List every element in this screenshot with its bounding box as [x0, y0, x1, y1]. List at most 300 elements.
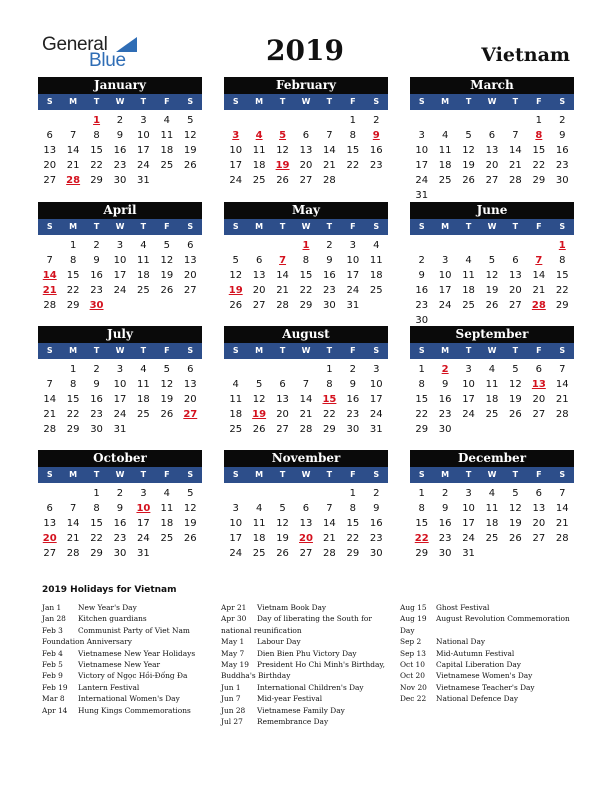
day: 27 — [183, 285, 197, 296]
day: 26 — [485, 300, 499, 311]
day: 22 — [66, 285, 80, 296]
day: 18 — [369, 270, 383, 281]
holiday-entry — [221, 636, 391, 647]
weekday-header — [224, 467, 388, 483]
day: 7 — [559, 488, 566, 499]
day: 17 — [438, 285, 452, 296]
day: 2 — [559, 115, 566, 126]
day: 17 — [229, 533, 243, 544]
day: 29 — [323, 424, 336, 435]
day: 21 — [555, 394, 569, 405]
weekday-label: S — [559, 470, 566, 479]
weekday-label: F — [164, 97, 170, 106]
day: 17 — [113, 270, 127, 281]
day: 23 — [90, 409, 103, 420]
day: 13 — [183, 255, 197, 266]
day: 4 — [140, 240, 147, 251]
day: 1 — [349, 488, 357, 499]
day: 23 — [438, 533, 452, 544]
holiday-name: International Women's Day — [78, 694, 180, 704]
day: 14 — [323, 518, 336, 529]
holiday-name: Labour Day — [257, 637, 301, 647]
weekday-label: W — [115, 346, 125, 355]
day: 14 — [299, 394, 313, 405]
weekday-label: S — [373, 222, 380, 231]
day: 21 — [509, 160, 522, 171]
day: 29 — [66, 300, 80, 311]
month-title: May — [224, 202, 388, 219]
empty-cell — [61, 113, 84, 128]
weekday-label: T — [465, 470, 472, 479]
day-grid — [224, 362, 388, 437]
month-june — [410, 202, 574, 328]
day: 23 — [415, 300, 429, 311]
weekday-label: T — [326, 470, 333, 479]
day: 28 — [299, 424, 313, 435]
day: 21 — [532, 285, 546, 296]
holiday-column — [42, 602, 212, 716]
empty-cell — [271, 238, 294, 253]
day: 10 — [346, 255, 360, 266]
weekday-label: M — [255, 346, 264, 355]
day: 9 — [418, 270, 425, 281]
holidays-title: 2019 Holidays for Vietnam — [42, 585, 177, 595]
holiday-day: 20 — [42, 533, 57, 544]
day: 26 — [509, 533, 522, 544]
day: 6 — [255, 255, 263, 266]
day: 22 — [90, 160, 103, 171]
day: 8 — [326, 379, 333, 390]
holiday-name: Vietnamese New Year Holidays — [78, 648, 196, 658]
weekday-header — [410, 219, 574, 235]
holiday-name: Mid-Autumn Festival — [436, 648, 515, 658]
day: 8 — [559, 255, 566, 266]
weekday-label: S — [373, 470, 380, 479]
holiday-entry — [42, 602, 212, 613]
holiday-date: Sep 13 — [400, 648, 426, 658]
weekday-label: T — [140, 346, 147, 355]
day: 19 — [183, 145, 197, 156]
day: 15 — [66, 270, 80, 281]
month-title: August — [224, 326, 388, 343]
day: 6 — [46, 130, 53, 141]
day: 1 — [418, 488, 425, 499]
day: 16 — [555, 145, 569, 156]
day: 25 — [438, 175, 452, 186]
day: 31 — [415, 190, 429, 201]
day: 20 — [276, 409, 289, 420]
weekday-label: F — [350, 97, 356, 106]
weekday-label: S — [559, 346, 566, 355]
day: 1 — [418, 364, 425, 375]
day: 12 — [160, 255, 174, 266]
weekday-label: T — [93, 97, 100, 106]
weekday-label: S — [559, 222, 566, 231]
weekday-label: F — [536, 470, 542, 479]
day: 9 — [373, 503, 380, 514]
holiday-day: 15 — [322, 394, 337, 405]
day: 25 — [137, 285, 150, 296]
day-grid — [410, 362, 574, 437]
day: 4 — [140, 364, 147, 375]
day: 26 — [160, 409, 174, 420]
day: 31 — [113, 424, 127, 435]
day: 21 — [323, 533, 336, 544]
day: 30 — [555, 175, 569, 186]
day: 24 — [137, 533, 150, 544]
holiday-date: Apr 30 — [221, 614, 247, 624]
day: 8 — [418, 379, 425, 390]
day: 30 — [415, 315, 429, 326]
day: 13 — [532, 503, 546, 514]
day: 26 — [509, 409, 522, 420]
empty-cell — [247, 486, 270, 501]
holiday-name: Victory of Ngọc Hồi-Đống Đa — [78, 671, 188, 681]
month-title: November — [224, 450, 388, 467]
day: 13 — [299, 145, 313, 156]
day: 18 — [137, 270, 150, 281]
holiday-name: Communist Party of Viet Nam — [78, 625, 190, 635]
day: 1 — [69, 240, 77, 251]
weekday-label: S — [46, 97, 53, 106]
holiday-date: May 19 — [221, 659, 249, 669]
month-february — [224, 77, 388, 188]
day: 4 — [488, 364, 496, 375]
day: 15 — [90, 145, 103, 156]
day: 4 — [465, 255, 472, 266]
holiday-date: Mar 8 — [42, 694, 65, 704]
day: 31 — [462, 548, 475, 559]
day: 18 — [229, 409, 243, 420]
weekday-label: M — [255, 222, 264, 231]
day: 22 — [66, 409, 80, 420]
day: 7 — [326, 503, 333, 514]
holiday-name: Kitchen guardians — [78, 614, 147, 624]
weekday-label: W — [115, 97, 125, 106]
empty-cell — [480, 238, 503, 253]
weekday-label: S — [46, 346, 53, 355]
empty-cell — [271, 362, 294, 377]
empty-cell — [61, 486, 84, 501]
weekday-label: S — [373, 97, 380, 106]
weekday-label: S — [232, 97, 239, 106]
holiday-date: Apr 14 — [42, 705, 68, 715]
holiday-date: Apr 21 — [221, 603, 247, 612]
weekday-label: S — [418, 222, 425, 231]
day: 5 — [163, 240, 171, 251]
weekday-label: T — [140, 222, 147, 231]
month-april — [38, 202, 202, 313]
day: 21 — [66, 533, 80, 544]
day: 27 — [485, 175, 499, 186]
holiday-column — [221, 602, 391, 727]
month-october — [38, 450, 202, 561]
day: 23 — [346, 409, 360, 420]
day: 5 — [465, 130, 472, 141]
day: 29 — [66, 424, 80, 435]
day: 15 — [415, 394, 429, 405]
day: 16 — [415, 285, 429, 296]
day: 8 — [93, 130, 100, 141]
weekday-label: F — [164, 470, 170, 479]
day: 29 — [532, 175, 546, 186]
weekday-header — [38, 467, 202, 483]
weekday-label: S — [418, 346, 425, 355]
weekday-header — [38, 219, 202, 235]
day: 20 — [183, 270, 197, 281]
day: 11 — [137, 255, 150, 266]
generalblue-logo — [42, 34, 142, 74]
day: 9 — [441, 503, 449, 514]
day: 16 — [438, 518, 452, 529]
day: 5 — [488, 255, 496, 266]
day: 15 — [299, 270, 313, 281]
day: 4 — [373, 240, 380, 251]
day: 10 — [229, 145, 243, 156]
day: 15 — [346, 145, 360, 156]
day: 24 — [229, 548, 243, 559]
day: 30 — [346, 424, 360, 435]
day: 31 — [137, 175, 150, 186]
day: 27 — [532, 409, 546, 420]
weekday-label: S — [232, 470, 239, 479]
day: 17 — [415, 160, 429, 171]
weekday-label: T — [279, 97, 286, 106]
holiday-entry — [42, 636, 212, 647]
holiday-entry — [221, 716, 391, 727]
day: 4 — [163, 488, 171, 499]
day: 16 — [323, 270, 336, 281]
day-grid — [38, 238, 202, 313]
day: 8 — [93, 503, 100, 514]
day: 1 — [69, 364, 77, 375]
day: 25 — [252, 175, 266, 186]
day: 31 — [137, 548, 150, 559]
day: 28 — [43, 424, 57, 435]
day: 10 — [369, 379, 383, 390]
day: 27 — [276, 424, 289, 435]
day-grid — [410, 113, 574, 203]
day: 18 — [137, 394, 150, 405]
empty-cell — [480, 113, 503, 128]
weekday-label: T — [512, 97, 519, 106]
day: 19 — [160, 394, 174, 405]
day: 19 — [183, 518, 197, 529]
holiday-day: 9 — [372, 130, 380, 141]
holiday-name: Capital Liberation Day — [436, 659, 521, 669]
weekday-label: M — [69, 222, 78, 231]
day: 2 — [373, 115, 380, 126]
holiday-day: 19 — [275, 160, 290, 171]
day: 22 — [346, 533, 360, 544]
day: 27 — [252, 300, 266, 311]
day-grid — [38, 113, 202, 188]
day: 11 — [462, 270, 475, 281]
weekday-label: S — [559, 97, 566, 106]
empty-cell — [433, 113, 456, 128]
holiday-entry — [400, 648, 570, 659]
day: 21 — [299, 409, 313, 420]
holiday-date: Dec 22 — [400, 694, 427, 704]
day-grid — [38, 362, 202, 437]
day: 27 — [299, 548, 313, 559]
day: 25 — [137, 409, 150, 420]
day: 11 — [438, 145, 452, 156]
day: 14 — [555, 379, 569, 390]
day: 22 — [555, 285, 569, 296]
holiday-date: Jun 1 — [221, 682, 241, 692]
holiday-entry — [221, 693, 391, 704]
day: 21 — [555, 518, 569, 529]
holiday-name: Vietnamese New Year — [78, 659, 161, 669]
day: 6 — [302, 503, 310, 514]
day: 9 — [559, 130, 566, 141]
day: 14 — [555, 503, 569, 514]
weekday-label: F — [536, 346, 542, 355]
holiday-date: May 1 — [221, 637, 245, 647]
holiday-day: 8 — [535, 130, 543, 141]
day: 3 — [116, 240, 124, 251]
day: 30 — [438, 424, 452, 435]
day: 11 — [252, 145, 266, 156]
day: 17 — [369, 394, 383, 405]
day: 2 — [116, 115, 124, 126]
holiday-date: Jul 27 — [221, 716, 243, 726]
holiday-date: Oct 10 — [400, 659, 425, 669]
day: 6 — [187, 240, 194, 251]
holiday-date: Feb 9 — [42, 671, 63, 681]
month-july — [38, 326, 202, 437]
weekday-label: M — [69, 346, 78, 355]
holiday-name: Foundation Anniversary — [42, 637, 132, 647]
day: 20 — [299, 160, 313, 171]
weekday-label: F — [164, 222, 170, 231]
weekday-label: M — [255, 470, 264, 479]
day: 30 — [90, 424, 103, 435]
weekday-label: T — [326, 346, 333, 355]
weekday-label: M — [441, 346, 450, 355]
weekday-header — [38, 94, 202, 110]
holiday-name: Lantern Festival — [78, 682, 140, 692]
weekday-label: W — [301, 470, 311, 479]
day: 11 — [369, 255, 383, 266]
day: 2 — [93, 364, 100, 375]
day: 3 — [116, 364, 124, 375]
day: 15 — [415, 518, 429, 529]
holiday-date: Sep 2 — [400, 637, 422, 647]
day: 7 — [69, 503, 77, 514]
weekday-label: T — [465, 97, 472, 106]
empty-cell — [38, 238, 61, 253]
day: 13 — [43, 145, 57, 156]
day: 24 — [415, 175, 429, 186]
day: 7 — [69, 130, 77, 141]
holiday-day: 19 — [228, 285, 243, 296]
day: 6 — [46, 503, 53, 514]
holiday-name: Day of liberating the South for — [257, 614, 372, 624]
day: 24 — [346, 285, 360, 296]
weekday-header — [410, 343, 574, 359]
month-title: June — [410, 202, 574, 219]
holiday-name: Day — [400, 625, 415, 635]
day: 7 — [559, 364, 566, 375]
day: 5 — [512, 488, 519, 499]
day: 3 — [140, 115, 147, 126]
day: 16 — [113, 518, 127, 529]
day: 15 — [555, 270, 569, 281]
day: 1 — [93, 488, 100, 499]
holiday-entry — [400, 602, 570, 613]
weekday-label: F — [350, 470, 356, 479]
day: 23 — [369, 160, 383, 171]
day: 21 — [43, 409, 57, 420]
day: 9 — [326, 255, 333, 266]
holiday-entry — [42, 659, 212, 670]
day: 4 — [232, 379, 239, 390]
day: 30 — [113, 548, 127, 559]
day: 30 — [438, 548, 452, 559]
day: 19 — [276, 533, 289, 544]
day: 9 — [93, 255, 100, 266]
weekday-header — [38, 343, 202, 359]
calendar-year: 2019 — [266, 34, 344, 67]
day: 26 — [183, 533, 197, 544]
holiday-name: Vietnamese Family Day — [257, 705, 345, 715]
holiday-day: 14 — [42, 270, 57, 281]
empty-cell — [271, 486, 294, 501]
day: 19 — [509, 518, 522, 529]
holiday-date: Oct 20 — [400, 671, 425, 681]
holiday-day: 1 — [302, 240, 310, 251]
day: 26 — [276, 548, 289, 559]
day: 29 — [415, 548, 429, 559]
day: 30 — [369, 548, 383, 559]
day: 10 — [438, 270, 452, 281]
holiday-date: Nov 20 — [400, 682, 427, 692]
day: 10 — [113, 379, 127, 390]
holiday-name: Ghost Festival — [436, 603, 490, 612]
day: 3 — [465, 364, 472, 375]
day: 22 — [299, 285, 313, 296]
day: 6 — [512, 255, 519, 266]
day: 27 — [509, 300, 522, 311]
weekday-label: S — [232, 222, 239, 231]
day: 3 — [418, 130, 425, 141]
holiday-name: August Revolution Commemoration — [436, 614, 570, 624]
empty-cell — [318, 113, 341, 128]
holiday-date: Aug 15 — [400, 603, 427, 612]
day: 8 — [302, 255, 310, 266]
holiday-entry — [42, 693, 212, 704]
month-title: July — [38, 326, 202, 343]
empty-cell — [224, 362, 247, 377]
day: 22 — [346, 160, 360, 171]
day: 15 — [346, 518, 360, 529]
day: 13 — [299, 518, 313, 529]
day: 24 — [113, 285, 127, 296]
holiday-day: 30 — [89, 300, 104, 311]
day: 29 — [90, 175, 103, 186]
day: 20 — [43, 160, 57, 171]
weekday-label: W — [301, 97, 311, 106]
day: 12 — [509, 503, 522, 514]
day: 9 — [93, 379, 100, 390]
weekday-label: T — [93, 470, 100, 479]
day-grid — [224, 113, 388, 188]
day: 5 — [187, 488, 194, 499]
empty-cell — [294, 362, 317, 377]
holiday-column — [400, 602, 570, 705]
